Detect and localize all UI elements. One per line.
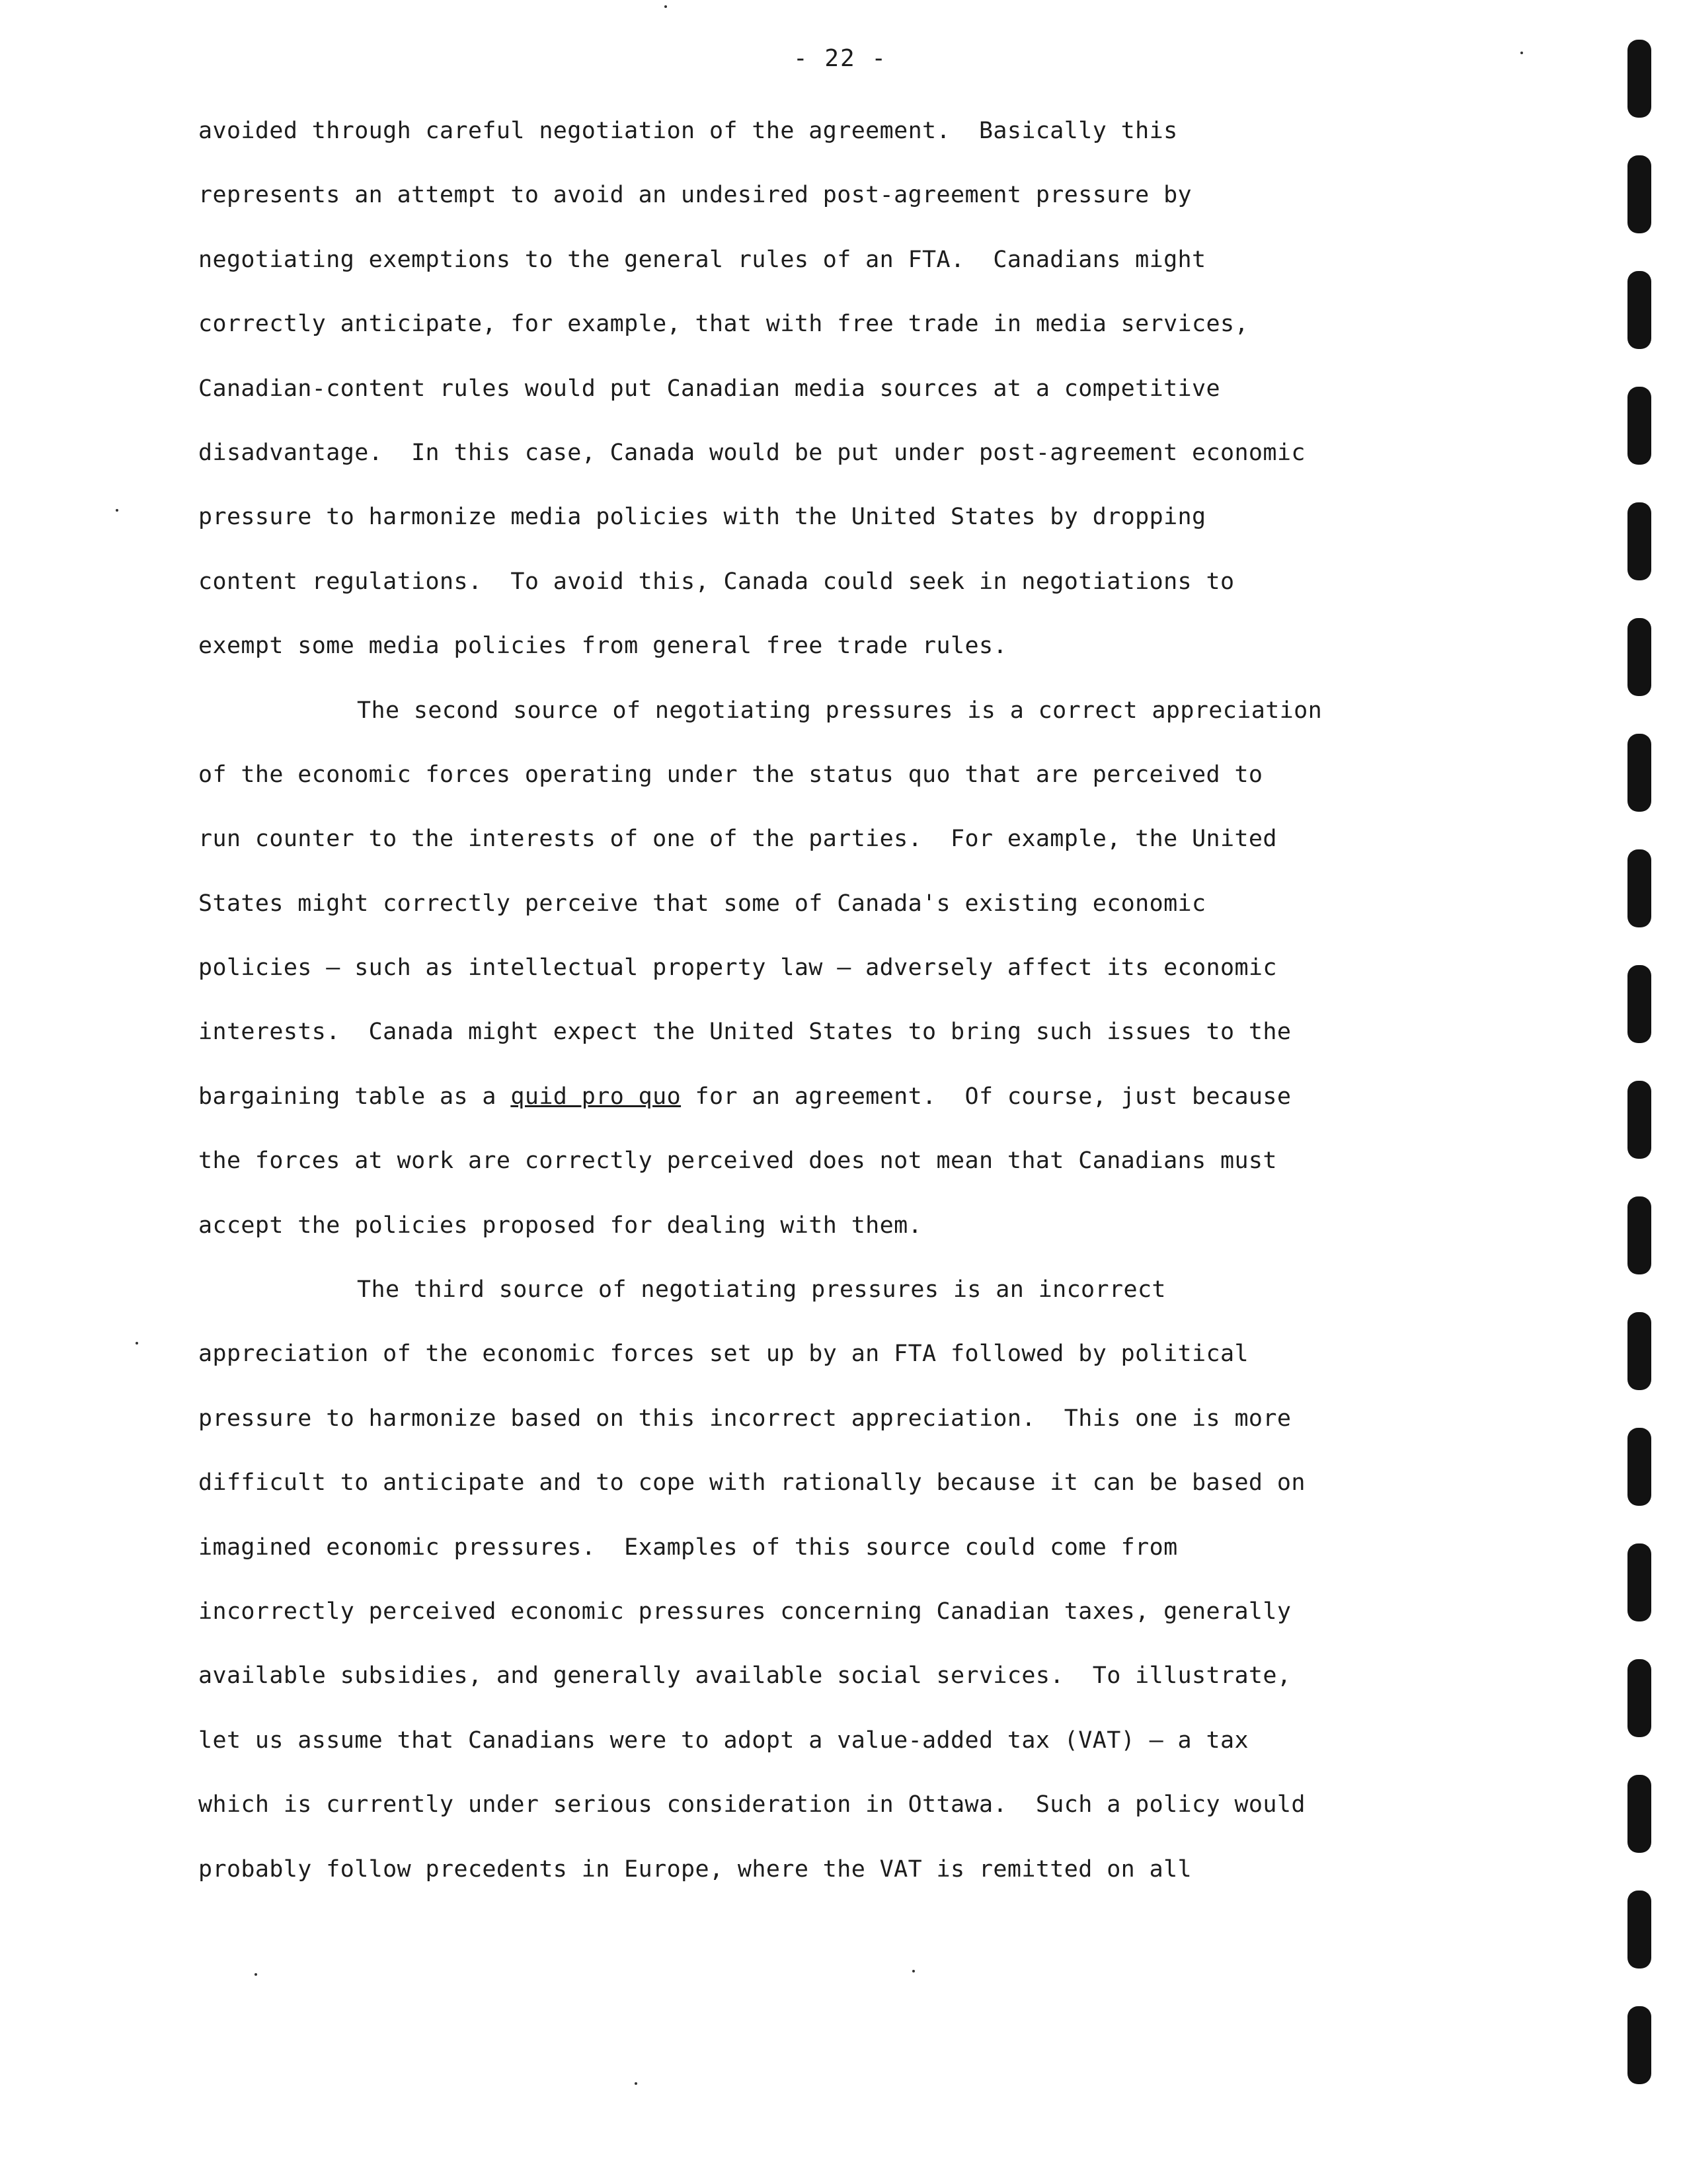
text-line: of the economic forces operating under the status quo that are perceived to (198, 761, 1263, 788)
scan-speck (912, 1970, 915, 1972)
text-line: pressure to harmonize based on this incorrect appreciation. This one is more (198, 1405, 1292, 1432)
binding-hole (1627, 965, 1651, 1043)
text-line: which is currently under serious consideration in Ottawa. Such a policy would (198, 1791, 1306, 1818)
text-line: interests. Canada might expect the United States to bring such issues to the (198, 1019, 1292, 1046)
text-line: let us assume that Canadians were to adopt a value-added tax (VAT) — a tax (198, 1727, 1249, 1754)
text-line: available subsidies, and generally available social services. To illustrate, (198, 1662, 1292, 1690)
text-line: correctly anticipate, for example, that with free trade in media services, (198, 311, 1249, 338)
scan-speck (635, 2082, 637, 2085)
binding-hole (1627, 502, 1651, 580)
binding-hole (1627, 1081, 1651, 1159)
binding-hole (1627, 1659, 1651, 1737)
text-line: appreciation of the economic forces set up by an FTA followed by political (198, 1341, 1249, 1368)
binding-holes (1627, 40, 1654, 2142)
binding-hole (1627, 271, 1651, 349)
binding-hole (1627, 387, 1651, 465)
scan-speck (116, 509, 118, 512)
scan-speck (664, 5, 667, 8)
document-body (198, 99, 1520, 1902)
paragraph-start-line: The second source of negotiating pressures is a correct appreciation (357, 697, 1323, 724)
binding-hole (1627, 618, 1651, 696)
binding-hole (1627, 1312, 1651, 1390)
text-line: pressure to harmonize media policies with the United States by dropping (198, 504, 1206, 531)
text-segment: for an agreement. Of course, just because (681, 1083, 1292, 1110)
text-line (198, 1065, 1520, 1129)
text-segment: bargaining table as a (198, 1083, 511, 1110)
binding-hole (1627, 849, 1651, 927)
binding-hole (1627, 2006, 1651, 2084)
text-line: run counter to the interests of one of the parties. For example, the United (198, 826, 1277, 853)
binding-hole (1627, 1196, 1651, 1274)
text-line: incorrectly perceived economic pressures concerning Canadian taxes, generally (198, 1598, 1292, 1625)
binding-hole (1627, 1891, 1651, 1969)
scan-speck (254, 1973, 257, 1976)
binding-hole (1627, 1428, 1651, 1506)
text-line: probably follow precedents in Europe, where the VAT is remitted on all (198, 1855, 1193, 1883)
text-line: represents an attempt to avoid an undesired post-agreement pressure by (198, 182, 1193, 209)
scan-speck (136, 1342, 138, 1345)
text-line: accept the policies proposed for dealing with them. (198, 1212, 923, 1239)
text-line: States might correctly perceive that some of Canada's existing economic (198, 890, 1206, 917)
scan-speck (1520, 52, 1523, 54)
text-line: the forces at work are correctly perceived does not mean that Canadians must (198, 1148, 1277, 1175)
binding-hole (1627, 1775, 1651, 1853)
text-line: negotiating exemptions to the general rules of an FTA. Canadians might (198, 246, 1206, 273)
text-line: difficult to anticipate and to cope with rationally because it can be based on (198, 1469, 1306, 1497)
binding-hole (1627, 40, 1651, 118)
text-line: exempt some media policies from general free trade rules. (198, 633, 1007, 660)
text-line: content regulations. To avoid this, Canada could seek in negotiations to (198, 568, 1235, 595)
text-line: imagined economic pressures. Examples of this source could come from (198, 1534, 1178, 1561)
text-line: avoided through careful negotiation of the agreement. Basically this (198, 118, 1178, 144)
binding-hole (1627, 1543, 1651, 1621)
underlined-phrase: quid pro quo (510, 1083, 682, 1110)
text-line: policies — such as intellectual property law — adversely affect its economic (198, 955, 1277, 982)
binding-hole (1627, 734, 1651, 812)
paragraph-start-line: The third source of negotiating pressures is an incorrect (357, 1276, 1166, 1304)
binding-hole (1627, 155, 1651, 233)
text-line: disadvantage. In this case, Canada would be put under post-agreement economic (198, 439, 1306, 466)
page-number: - 22 - (793, 45, 888, 72)
text-line: Canadian-content rules would put Canadian media sources at a competitive (198, 375, 1220, 402)
